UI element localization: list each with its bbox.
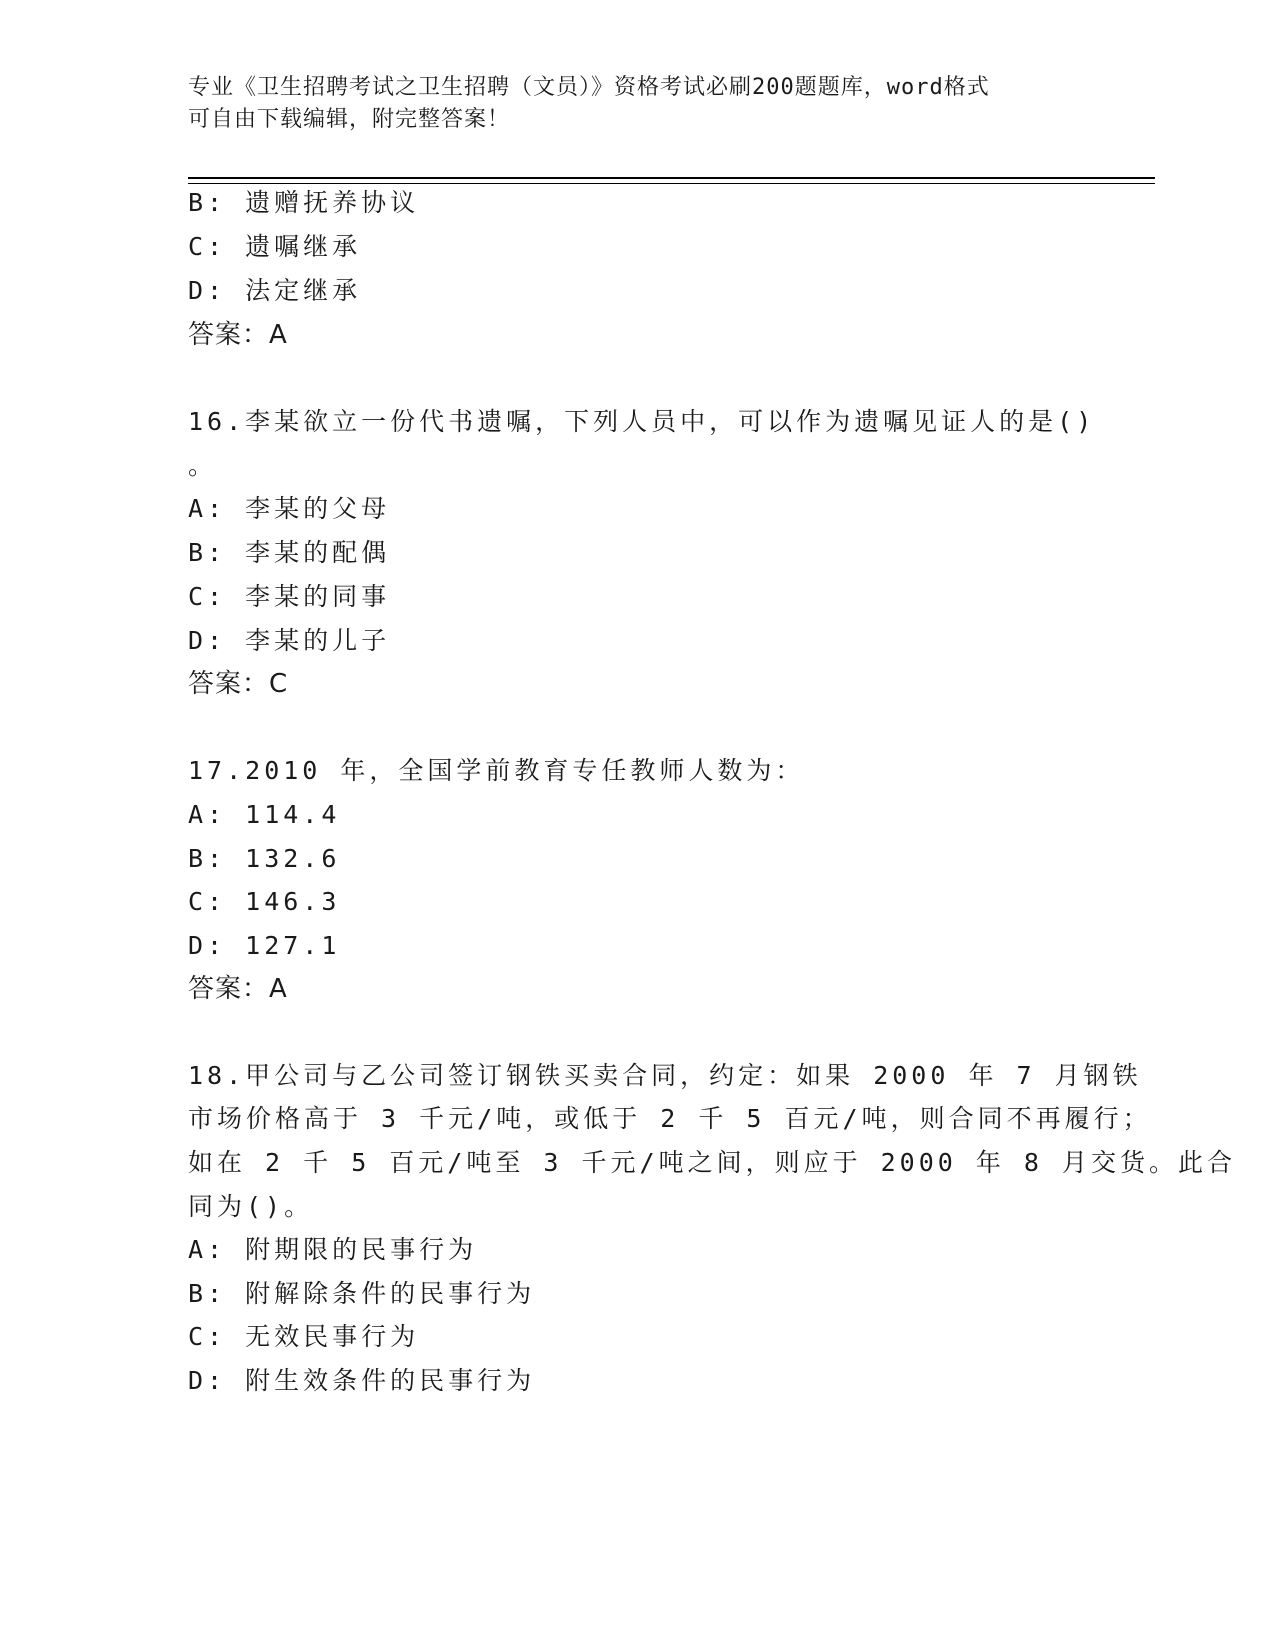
q16-option-c: C: 李某的同事 [188, 582, 391, 611]
document-header [188, 72, 1068, 136]
q18-stem-line-2: 市场价格高于 3 千元/吨，或低于 2 千 5 百元/吨，则合同不再履行； [188, 1104, 1152, 1133]
q17-option-c: C: 146.3 [188, 887, 341, 916]
header-divider-thin [188, 183, 1155, 184]
q16-stem-line-1: 16.李某欲立一份代书遗嘱，下列人员中，可以作为遗嘱见证人的是() [188, 407, 1096, 436]
q18-stem-line-3: 如在 2 千 5 百元/吨至 3 千元/吨之间，则应于 2000 年 8 月交货。此合 [188, 1148, 1237, 1177]
q17-option-d: D: 127.1 [188, 931, 341, 960]
q18-option-b: B: 附解除条件的民事行为 [188, 1279, 536, 1308]
q18-option-d: D: 附生效条件的民事行为 [188, 1366, 536, 1395]
q16-answer: 答案：C [188, 669, 289, 699]
q16-option-a: A: 李某的父母 [188, 494, 391, 523]
q17-stem: 17.2010 年，全国学前教育专任教师人数为： [188, 756, 805, 785]
q18-option-c: C: 无效民事行为 [188, 1322, 420, 1351]
q16-option-d: D: 李某的儿子 [188, 626, 391, 655]
q15-option-d: D: 法定继承 [188, 276, 362, 305]
q17-option-a: A: 114.4 [188, 800, 341, 829]
header-divider-thick [188, 177, 1155, 179]
q16-option-b: B: 李某的配偶 [188, 538, 391, 567]
q17-answer: 答案：A [188, 974, 288, 1004]
header-title-line-1: 专业《卫生招聘考试之卫生招聘（文员）》资格考试必刷200题题库，word格式 [188, 75, 990, 100]
q16-stem-line-2: 。 [188, 451, 218, 480]
q15-option-b: B: 遗赠抚养协议 [188, 188, 420, 217]
q18-stem-line-1: 18.甲公司与乙公司签订钢铁买卖合同，约定：如果 2000 年 7 月钢铁 [188, 1061, 1142, 1090]
q15-answer: 答案：A [188, 320, 288, 350]
q15-option-c: C: 遗嘱继承 [188, 232, 362, 261]
q17-option-b: B: 132.6 [188, 844, 341, 873]
q18-option-a: A: 附期限的民事行为 [188, 1235, 478, 1264]
header-title-line-2: 可自由下载编辑，附完整答案！ [188, 107, 511, 132]
q18-stem-line-4: 同为()。 [188, 1192, 314, 1221]
